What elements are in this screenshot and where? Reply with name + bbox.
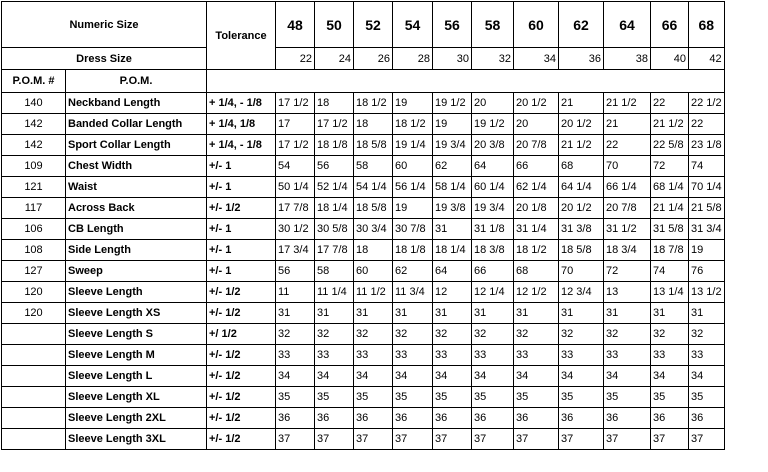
tolerance-cell: +/- 1 [207,219,276,240]
measurement-cell: 34 [514,366,559,387]
measurement-cell: 20 1/8 [514,198,559,219]
measurement-cell: 56 1/4 [393,177,433,198]
measurement-cell: 33 [559,345,604,366]
table-row [2,324,725,345]
pom-name-cell: Sleeve Length S [66,324,207,345]
measurement-cell: 35 [689,387,725,408]
measurement-cell: 60 [354,261,393,282]
dress-size-cell: 28 [393,48,433,70]
tolerance-cell: +/- 1/2 [207,198,276,219]
measurement-cell: 64 [433,261,472,282]
measurement-cell: 37 [651,429,689,450]
measurement-cell: 11 1/2 [354,282,393,303]
tolerance-cell: +/- 1/2 [207,345,276,366]
measurement-cell: 36 [393,408,433,429]
numeric-size-cell: 50 [315,2,354,48]
measurement-cell: 66 1/4 [604,177,651,198]
measurement-cell: 64 [472,156,514,177]
measurement-cell: 22 [604,135,651,156]
measurement-cell: 30 3/4 [354,219,393,240]
table-row [2,303,725,324]
measurement-cell: 18 [354,114,393,135]
measurement-cell: 31 3/4 [689,219,725,240]
measurement-cell: 21 1/2 [604,93,651,114]
measurement-cell: 68 1/4 [651,177,689,198]
measurement-cell: 76 [689,261,725,282]
measurement-cell: 18 3/4 [604,240,651,261]
table-row [2,156,725,177]
measurement-cell: 35 [433,387,472,408]
measurement-cell: 31 3/8 [559,219,604,240]
measurement-cell: 32 [651,324,689,345]
measurement-cell: 31 [689,303,725,324]
dress-size-cell: 22 [276,48,315,70]
measurement-cell: 70 [604,156,651,177]
tolerance-cell: +/- 1 [207,261,276,282]
measurement-cell: 31 [393,303,433,324]
table-row [2,408,725,429]
pom-name-cell: Chest Width [66,156,207,177]
pom-number-cell: 121 [2,177,66,198]
measurement-cell: 34 [651,366,689,387]
pom-name-cell: Sleeve Length XS [66,303,207,324]
measurement-cell: 20 1/2 [559,114,604,135]
measurement-cell: 18 1/4 [433,240,472,261]
measurement-cell: 22 1/2 [689,93,725,114]
measurement-cell: 12 1/4 [472,282,514,303]
measurement-cell: 34 [315,366,354,387]
dress-size-cell: 38 [604,48,651,70]
measurement-cell: 20 3/8 [472,135,514,156]
measurement-cell: 19 1/4 [393,135,433,156]
measurement-cell: 21 [559,93,604,114]
tolerance-cell: + 1/4, - 1/8 [207,93,276,114]
measurement-cell: 35 [514,387,559,408]
measurement-cell: 18 1/8 [393,240,433,261]
measurement-cell: 36 [559,408,604,429]
measurement-cell: 21 [604,114,651,135]
pom-number-cell: 117 [2,198,66,219]
measurement-cell: 18 7/8 [651,240,689,261]
measurement-cell: 66 [514,156,559,177]
measurement-cell: 34 [393,366,433,387]
measurement-cell: 33 [315,345,354,366]
measurement-cell: 18 1/2 [393,114,433,135]
measurement-cell: 11 1/4 [315,282,354,303]
measurement-cell: 36 [354,408,393,429]
pom-number-cell: 109 [2,156,66,177]
pom-name-cell: CB Length [66,219,207,240]
tolerance-cell: +/ 1/2 [207,324,276,345]
measurement-cell: 60 1/4 [472,177,514,198]
measurement-cell: 32 [559,324,604,345]
pom-header-row [2,70,725,93]
measurement-cell: 21 1/2 [559,135,604,156]
measurement-cell: 72 [604,261,651,282]
measurement-cell: 21 1/2 [651,114,689,135]
measurement-cell: 20 [472,93,514,114]
pom-name-cell: Waist [66,177,207,198]
measurement-cell: 17 7/8 [276,198,315,219]
measurement-cell: 37 [604,429,651,450]
measurement-cell: 68 [514,261,559,282]
measurement-cell: 31 1/2 [604,219,651,240]
measurement-cell: 30 5/8 [315,219,354,240]
measurement-cell: 17 1/2 [315,114,354,135]
measurement-cell: 37 [276,429,315,450]
measurement-cell: 32 [472,324,514,345]
numeric-size-cell: 58 [472,2,514,48]
measurement-cell: 58 [315,261,354,282]
measurement-cell: 31 [514,303,559,324]
tolerance-cell: +/- 1 [207,240,276,261]
pom-number-cell: 106 [2,219,66,240]
tolerance-cell: +/- 1/2 [207,282,276,303]
pom-number-cell: 127 [2,261,66,282]
measurement-cell: 34 [604,366,651,387]
measurement-cell: 36 [651,408,689,429]
measurement-cell: 36 [604,408,651,429]
measurement-cell: 33 [651,345,689,366]
pom-name-cell: Sleeve Length XL [66,387,207,408]
pom-number-cell: 108 [2,240,66,261]
tolerance-cell: +/- 1/2 [207,408,276,429]
numeric-size-cell: 48 [276,2,315,48]
measurement-cell: 33 [514,345,559,366]
table-row [2,114,725,135]
measurement-cell: 35 [393,387,433,408]
numeric-size-cell: 64 [604,2,651,48]
measurement-cell: 20 1/2 [559,198,604,219]
pom-name-cell: Across Back [66,198,207,219]
measurement-cell: 12 1/2 [514,282,559,303]
numeric-size-cell: 60 [514,2,559,48]
measurement-cell: 35 [559,387,604,408]
measurement-cell: 31 [472,303,514,324]
measurement-cell: 62 [433,156,472,177]
measurement-cell: 18 5/8 [354,135,393,156]
measurement-cell: 72 [651,156,689,177]
measurement-cell: 18 1/2 [354,93,393,114]
measurement-cell: 17 1/2 [276,135,315,156]
pom-name-cell: Side Length [66,240,207,261]
measurement-cell: 31 1/4 [514,219,559,240]
pom-header: P.O.M. [66,70,207,93]
measurement-cell: 19 [393,198,433,219]
measurement-cell: 37 [559,429,604,450]
measurement-cell: 58 1/4 [433,177,472,198]
measurement-cell: 18 [354,240,393,261]
measurement-cell: 37 [315,429,354,450]
measurement-cell: 33 [433,345,472,366]
measurement-cell: 34 [276,366,315,387]
measurement-cell: 11 [276,282,315,303]
measurement-cell: 68 [559,156,604,177]
measurement-cell: 17 1/2 [276,93,315,114]
measurement-cell: 32 [276,324,315,345]
table-row [2,429,725,450]
numeric-size-cell: 62 [559,2,604,48]
measurement-cell: 37 [433,429,472,450]
measurement-cell: 37 [514,429,559,450]
numeric-size-cell: 56 [433,2,472,48]
tolerance-header: Tolerance [207,2,276,70]
measurement-cell: 19 [433,114,472,135]
measurement-cell: 22 5/8 [651,135,689,156]
measurement-cell: 20 [514,114,559,135]
measurement-cell: 33 [689,345,725,366]
measurement-cell: 34 [472,366,514,387]
dress-size-cell: 40 [651,48,689,70]
measurement-cell: 35 [276,387,315,408]
measurement-cell: 35 [354,387,393,408]
measurement-cell: 13 1/2 [689,282,725,303]
measurement-cell: 64 1/4 [559,177,604,198]
pom-name-cell: Neckband Length [66,93,207,114]
numeric-size-label: Numeric Size [2,2,207,48]
measurement-cell: 18 1/2 [514,240,559,261]
measurement-cell: 31 [315,303,354,324]
measurement-cell: 19 3/8 [433,198,472,219]
numeric-size-cell: 68 [689,2,725,48]
measurement-cell: 18 1/4 [315,198,354,219]
table-row [2,240,725,261]
measurement-cell: 74 [651,261,689,282]
measurement-cell: 32 [514,324,559,345]
pom-number-cell: 120 [2,303,66,324]
measurement-cell: 52 1/4 [315,177,354,198]
measurement-cell: 37 [354,429,393,450]
measurement-cell: 12 [433,282,472,303]
dress-size-cell: 36 [559,48,604,70]
measurement-cell: 70 [559,261,604,282]
measurement-cell: 36 [689,408,725,429]
numeric-size-cell: 66 [651,2,689,48]
pom-name-cell: Sleeve Length L [66,366,207,387]
pom-number-cell: 120 [2,282,66,303]
measurement-cell: 19 3/4 [472,198,514,219]
pom-number-cell [2,408,66,429]
table-row [2,177,725,198]
pom-number-cell: 140 [2,93,66,114]
dress-size-cell: 42 [689,48,725,70]
measurement-cell: 30 1/2 [276,219,315,240]
measurement-cell: 32 [604,324,651,345]
measurement-cell: 19 [689,240,725,261]
measurement-cell: 21 5/8 [689,198,725,219]
measurement-cell: 31 [354,303,393,324]
measurement-cell: 18 5/8 [559,240,604,261]
pom-name-cell: Sleeve Length M [66,345,207,366]
dress-size-cell: 24 [315,48,354,70]
dress-size-cell: 34 [514,48,559,70]
measurement-cell: 18 3/8 [472,240,514,261]
measurement-cell: 32 [354,324,393,345]
numeric-size-cell: 54 [393,2,433,48]
measurement-cell: 19 1/2 [472,114,514,135]
measurement-cell: 33 [393,345,433,366]
measurement-cell: 34 [433,366,472,387]
measurement-cell: 34 [689,366,725,387]
dress-size-cell: 30 [433,48,472,70]
measurement-cell: 32 [315,324,354,345]
measurement-cell: 18 5/8 [354,198,393,219]
table-row [2,261,725,282]
table-row [2,198,725,219]
table-row [2,135,725,156]
dress-size-cell: 32 [472,48,514,70]
measurement-cell: 36 [315,408,354,429]
tolerance-cell: +/- 1 [207,156,276,177]
pom-name-cell: Banded Collar Length [66,114,207,135]
pom-name-cell: Sleeve Length 2XL [66,408,207,429]
pom-name-cell: Sport Collar Length [66,135,207,156]
measurement-cell: 30 7/8 [393,219,433,240]
measurement-cell: 37 [689,429,725,450]
measurement-cell: 11 3/4 [393,282,433,303]
measurement-cell: 32 [393,324,433,345]
measurement-cell: 31 [276,303,315,324]
measurement-cell: 22 [689,114,725,135]
measurement-cell: 13 [604,282,651,303]
measurement-cell: 54 [276,156,315,177]
measurement-cell: 36 [472,408,514,429]
numeric-size-cell: 52 [354,2,393,48]
measurement-cell: 58 [354,156,393,177]
measurement-cell: 21 1/4 [651,198,689,219]
measurement-cell: 62 1/4 [514,177,559,198]
measurement-cell: 66 [472,261,514,282]
pom-number-cell [2,324,66,345]
tolerance-cell: + 1/4, - 1/8 [207,135,276,156]
table-row [2,93,725,114]
table-row [2,345,725,366]
measurement-cell: 36 [514,408,559,429]
measurement-cell: 70 1/4 [689,177,725,198]
measurement-cell: 31 [433,219,472,240]
pom-number-cell: 142 [2,135,66,156]
measurement-cell: 22 [651,93,689,114]
size-spec-table [1,1,725,450]
tolerance-cell: +/- 1/2 [207,387,276,408]
table-row [2,387,725,408]
table-row [2,282,725,303]
measurement-cell: 35 [315,387,354,408]
tolerance-cell: +/- 1/2 [207,303,276,324]
measurement-cell: 33 [276,345,315,366]
table-row [2,219,725,240]
measurement-cell: 37 [393,429,433,450]
measurement-cell: 20 7/8 [514,135,559,156]
pom-name-cell: Sleeve Length 3XL [66,429,207,450]
measurement-cell: 31 [604,303,651,324]
measurement-cell: 12 3/4 [559,282,604,303]
measurement-cell: 50 1/4 [276,177,315,198]
measurement-cell: 17 3/4 [276,240,315,261]
measurement-cell: 56 [315,156,354,177]
measurement-cell: 18 1/8 [315,135,354,156]
measurement-cell: 31 [651,303,689,324]
pom-number-cell [2,387,66,408]
pom-number-cell [2,429,66,450]
numeric-size-header-row [2,2,725,48]
measurement-cell: 60 [393,156,433,177]
measurement-cell: 33 [604,345,651,366]
pom-number-cell [2,345,66,366]
measurement-cell: 37 [472,429,514,450]
measurement-cell: 31 [433,303,472,324]
dress-size-header-row [2,48,725,70]
measurement-cell: 33 [472,345,514,366]
measurement-cell: 31 1/8 [472,219,514,240]
measurement-cell: 32 [433,324,472,345]
tolerance-cell: +/- 1/2 [207,429,276,450]
pom-number-cell: 142 [2,114,66,135]
dress-size-cell: 26 [354,48,393,70]
measurement-cell: 33 [354,345,393,366]
measurement-cell: 20 1/2 [514,93,559,114]
measurement-cell: 31 [559,303,604,324]
measurement-cell: 62 [393,261,433,282]
measurement-cell: 34 [354,366,393,387]
measurement-cell: 35 [604,387,651,408]
pom-number-cell [2,366,66,387]
measurement-cell: 19 [393,93,433,114]
measurement-cell: 18 [315,93,354,114]
measurement-cell: 74 [689,156,725,177]
measurement-cell: 32 [689,324,725,345]
measurement-cell: 17 7/8 [315,240,354,261]
measurement-cell: 35 [651,387,689,408]
dress-size-label: Dress Size [2,48,207,70]
measurement-cell: 17 [276,114,315,135]
measurement-cell: 31 5/8 [651,219,689,240]
measurement-cell: 35 [472,387,514,408]
measurement-cell: 19 1/2 [433,93,472,114]
measurement-cell: 19 3/4 [433,135,472,156]
measurement-cell: 20 7/8 [604,198,651,219]
blank-header-cell [207,70,725,93]
pom-name-cell: Sweep [66,261,207,282]
tolerance-cell: +/- 1/2 [207,366,276,387]
measurement-cell: 56 [276,261,315,282]
pom-number-header: P.O.M. # [2,70,66,93]
measurement-cell: 54 1/4 [354,177,393,198]
pom-name-cell: Sleeve Length [66,282,207,303]
measurement-cell: 34 [559,366,604,387]
measurement-cell: 36 [433,408,472,429]
measurement-cell: 36 [276,408,315,429]
measurement-cell: 23 1/8 [689,135,725,156]
measurement-cell: 13 1/4 [651,282,689,303]
tolerance-cell: +/- 1 [207,177,276,198]
tolerance-cell: + 1/4, 1/8 [207,114,276,135]
table-row [2,366,725,387]
